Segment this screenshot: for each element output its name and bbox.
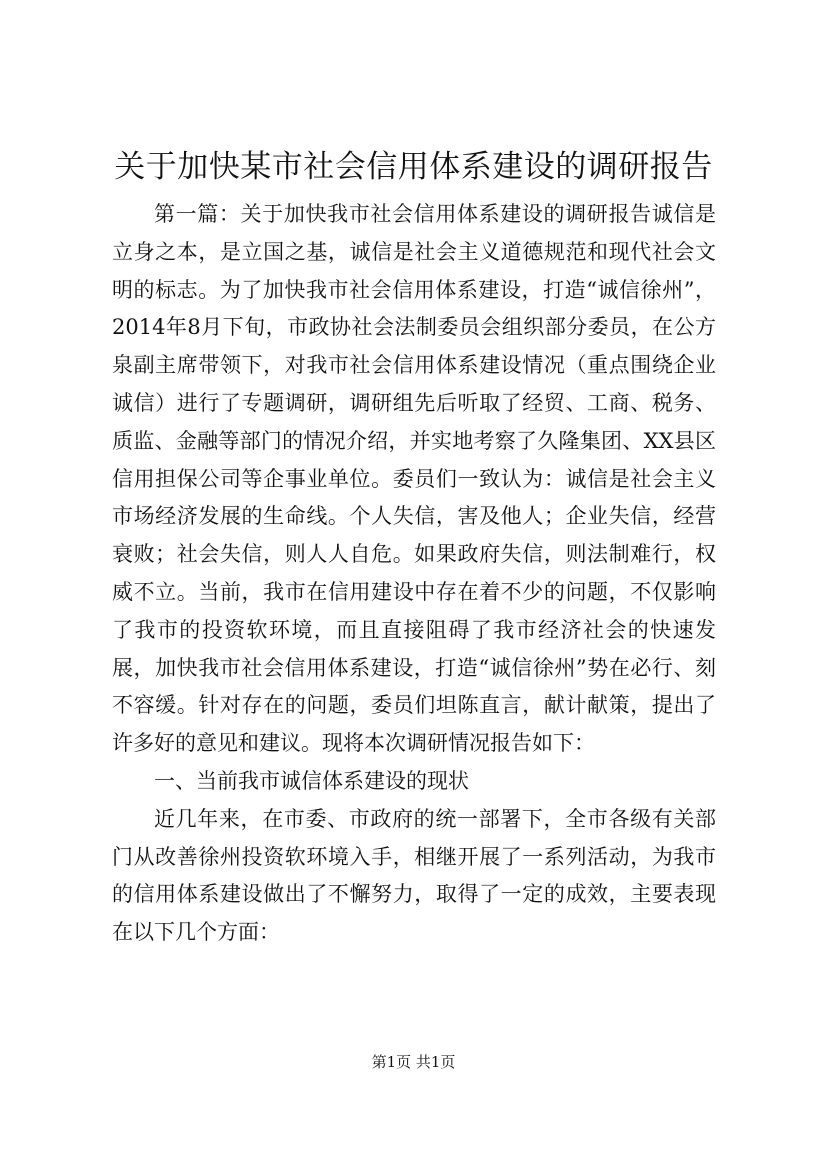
page-footer: 第1页 共1页 xyxy=(371,1053,456,1071)
paragraph-status: 近几年来，在市委、市政府的统一部署下，全市各级有关部门从改善徐州投资软环境入手，相继开展了一系列活动，为我市的信用体系建设做出了不懈努力，取得了一定的成效，主要表现在以下几个方面： xyxy=(112,806,716,945)
document-title: 关于加快某市社会信用体系建设的调研报告 xyxy=(114,149,713,185)
paragraph-intro: 第一篇：关于加快我市社会信用体系建设的调研报告诚信是立身之本，是立国之基，诚信是社会主义道德规范和现代社会文明的标志。为了加快我市社会信用体系建设，打造“诚信徐州”，2014年8月下旬，市政协社会法制委员会组织部分委员，在公方泉副主席带领下，对我市社会信用体系建设情况（重点围绕企业诚信）进行了专题调研，调研组先后听取了经贸、工商、税务、质监、金融等部门的情况介绍，并实地考察了久隆集团、XX县区信用担保公司等企事业单位。委员们一致认为：诚信是社会主义市场经济发展的生命线。个人失信，害及他人；企业失信，经营衰败；社会失信，则人人自危。如果政府失信，则法制难行，权威不立。当前，我市在信用建设中存在着不少的问题，不仅影响了我市的投资软环境，而且直接阻碍了我市经济社会的快速发展，加快我市社会信用体系建设，打造“诚信徐州”势在必行、刻不容缓。针对存在的问题，委员们坦陈直言，献计献策，提出了许多好的意见和建议。现将本次调研情况报告如下： xyxy=(112,202,716,756)
document-body xyxy=(112,196,716,952)
section-heading: 一、当前我市诚信体系建设的现状 xyxy=(154,768,469,793)
